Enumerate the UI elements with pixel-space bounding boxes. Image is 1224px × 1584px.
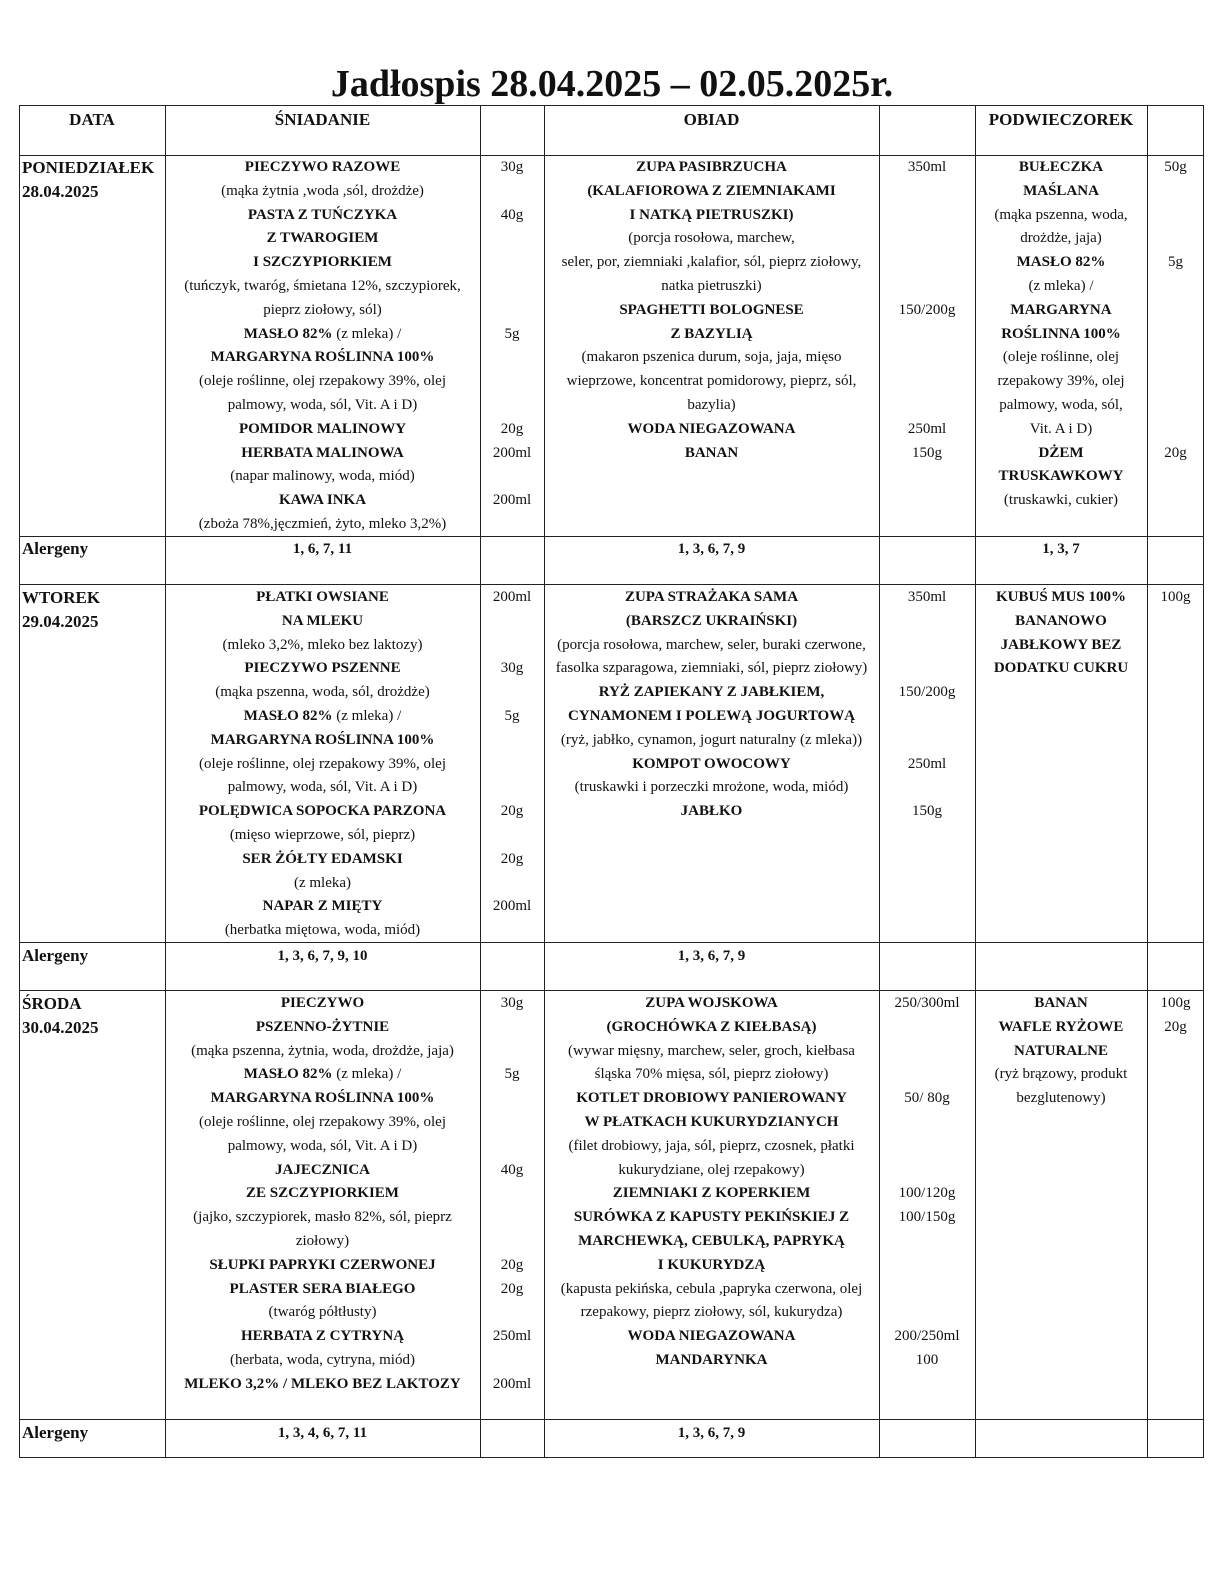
portion-size: 200/250ml: [894, 1328, 960, 1345]
allergens-label: Alergeny: [22, 946, 89, 965]
snack-menu-line: [975, 346, 1147, 370]
lunch-menu-line: [544, 1111, 879, 1135]
breakfast-menu-line: [165, 1254, 480, 1278]
dish-name: PASTA Z TUŃCZYKA: [247, 206, 398, 223]
dish-name: MARCHEWKĄ, CEBULKĄ, PAPRYKĄ: [578, 1233, 845, 1249]
ingredients-text: bezglutenowy): [1016, 1090, 1106, 1107]
breakfast-menu-line: [165, 370, 480, 394]
ingredients-text: (mąka pszenna, woda,: [994, 206, 1128, 223]
table-horizontal-line: [19, 990, 1204, 991]
breakfast-menu-line: [165, 156, 480, 180]
lunch-menu-line: [544, 992, 879, 1016]
ingredients-text: (ryż brązowy, produkt: [994, 1066, 1128, 1083]
portion-size: 150/200g: [898, 684, 956, 701]
table-horizontal-line: [19, 1419, 1204, 1420]
dish-name: SŁUPKI PAPRYKI CZERWONEJ: [209, 1256, 436, 1273]
dish-name: PIECZYWO PSZENNE: [244, 660, 401, 677]
lunch-menu-line: [544, 729, 879, 753]
ingredients-text: (porcja rosołowa, marchew, seler, buraki czerwone,: [557, 636, 866, 653]
dish-name: SER ŻÓŁTY EDAMSKI: [242, 850, 403, 867]
portion-size: 20g: [500, 1280, 524, 1297]
ingredients-text: (truskawki, cukier): [1003, 492, 1119, 509]
dish-name: W PŁATKACH KUKURYDZIANYCH: [584, 1114, 839, 1130]
portion-size: 150/200g: [898, 301, 956, 318]
ingredients-text: (tuńczyk, twaróg, śmietana 12%, szczypiorek,: [184, 278, 461, 294]
dish-name: ZIEMNIAKI Z KOPERKIEM: [612, 1185, 811, 1202]
ingredients-text: (ryż, jabłko, cynamon, jogurt naturalny (z mleka)): [560, 731, 863, 748]
snack-menu-line: [975, 1040, 1147, 1064]
breakfast-menu-line: [165, 586, 480, 610]
day-date: 30.04.2025: [22, 1018, 99, 1037]
lunch-menu-line: [544, 442, 879, 466]
dish-name: KOTLET DROBIOWY PANIEROWANY: [576, 1090, 847, 1107]
breakfast-menu-line: [165, 513, 480, 537]
ingredients-text: rzepakowy, pieprz ziołowy, sól, kukurydza): [580, 1304, 843, 1321]
portion-size: 30g: [500, 159, 524, 175]
dish-name: PŁATKI OWSIANE: [256, 589, 389, 605]
portion-size: 100g: [1160, 589, 1191, 605]
ingredients-text: kukurydziane, olej rzepakowy): [618, 1161, 805, 1178]
portion-size: 40g: [500, 206, 524, 223]
dish-name: MARGARYNA ROŚLINNA 100%: [210, 731, 435, 748]
ingredients-text: (mięso wieprzowe, sól, pieprz): [229, 827, 416, 843]
breakfast-menu-line: [165, 1111, 480, 1135]
portion-size: 100g: [1160, 995, 1191, 1011]
dish-name: MANDARYNKA: [655, 1352, 768, 1368]
lunch-menu-line: [544, 1040, 879, 1064]
dish-name: ZUPA WOJSKOWA: [645, 995, 778, 1011]
portion-size: 200ml: [492, 444, 532, 461]
breakfast-menu-line: [165, 895, 480, 919]
ingredients-text: (z mleka) /: [332, 708, 402, 724]
ingredients-text: (oleje roślinne, olej rzepakowy 39%, olej: [198, 755, 446, 772]
dish-name: KAWA INKA: [278, 492, 367, 509]
dish-name: I NATKĄ PIETRUSZKI): [629, 206, 794, 223]
dish-name: Z TWAROGIEM: [266, 230, 379, 247]
ingredients-text: (mąka pszenna, woda, sól, drożdże): [215, 684, 430, 701]
dish-name: BANAN: [1034, 995, 1088, 1011]
snack-menu-line: [975, 489, 1147, 513]
breakfast-menu-line: [165, 800, 480, 824]
snack-menu-line: [975, 323, 1147, 347]
lunch-menu-line: [544, 681, 879, 705]
portion-size: 5g: [1168, 254, 1183, 271]
snack-menu-line: [975, 610, 1147, 634]
portion-size: 50g: [1164, 159, 1187, 175]
lunch-menu-line: [544, 418, 879, 442]
snack-menu-line: [975, 586, 1147, 610]
ingredients-text: (z mleka) /: [332, 1066, 402, 1083]
dish-name: MARGARYNA ROŚLINNA 100%: [210, 1090, 435, 1107]
dish-name: DŻEM: [1038, 444, 1084, 461]
breakfast-menu-line: [165, 919, 480, 943]
breakfast-menu-line: [165, 1063, 480, 1087]
breakfast-menu-line: [165, 634, 480, 658]
lunch-menu-line: [544, 657, 879, 681]
dish-name: WODA NIEGAZOWANA: [627, 1328, 796, 1345]
dish-name: WODA NIEGAZOWANA: [627, 420, 796, 437]
breakfast-menu-line: [165, 1206, 480, 1230]
ingredients-text: (mąka pszenna, żytnia, woda, drożdże, jaja): [191, 1042, 454, 1059]
table-vertical-line: [1203, 105, 1204, 1458]
breakfast-menu-line: [165, 465, 480, 489]
ingredients-text: (oleje roślinne, olej rzepakowy 39%, olej: [198, 1114, 446, 1130]
lunch-menu-line: [544, 1325, 879, 1349]
dish-name: MASŁO 82%: [1016, 254, 1106, 271]
dish-name: TRUSKAWKOWY: [998, 468, 1124, 485]
dish-name: (BARSZCZ UKRAIŃSKI): [625, 612, 798, 629]
ingredients-text: fasolka szparagowa, ziemniaki, sól, pieprz ziołowy): [555, 660, 868, 677]
breakfast-menu-line: [165, 346, 480, 370]
dish-name: JABŁKO: [680, 803, 743, 820]
ingredients-text: (z mleka) /: [1028, 278, 1094, 294]
dish-name: ROŚLINNA 100%: [1001, 325, 1121, 342]
portion-size: 200ml: [492, 589, 532, 605]
breakfast-menu-line: [165, 1278, 480, 1302]
breakfast-menu-line: [165, 394, 480, 418]
ingredients-text: (kapusta pekińska, cebula ,papryka czerwona, olej: [560, 1280, 863, 1297]
dish-name: KOMPOT OWOCOWY: [632, 755, 791, 772]
breakfast-menu-line: [165, 753, 480, 777]
ingredients-text: (truskawki i porzeczki mrożone, woda, miód): [574, 779, 849, 796]
portion-size: 150g: [912, 444, 942, 461]
portion-size: 250ml: [907, 755, 947, 772]
lunch-menu-line: [544, 1278, 879, 1302]
breakfast-menu-line: [165, 1230, 480, 1254]
portion-size: 20g: [500, 420, 524, 437]
breakfast-menu-line: [165, 992, 480, 1016]
breakfast-menu-line: [165, 1087, 480, 1111]
dish-name: Z BAZYLIĄ: [670, 325, 753, 342]
ingredients-text: palmowy, woda, sól, Vit. A i D): [227, 397, 418, 413]
lunch-menu-line: [544, 1254, 879, 1278]
ingredients-text: (filet drobiowy, jaja, sól, pieprz, czosnek, płatki: [568, 1137, 855, 1154]
header-date: DATA: [69, 110, 115, 129]
lunch-menu-line: [544, 705, 879, 729]
page-title: Jadłospis 28.04.2025 – 02.05.2025r.: [330, 63, 894, 105]
snack-menu-line: [975, 992, 1147, 1016]
breakfast-menu-line: [165, 1016, 480, 1040]
breakfast-menu-line: [165, 227, 480, 251]
dish-name: (KALAFIOROWA Z ZIEMNIAKAMI: [587, 182, 836, 199]
breakfast-menu-line: [165, 299, 480, 323]
breakfast-menu-line: [165, 323, 480, 347]
breakfast-menu-line: [165, 1040, 480, 1064]
lunch-menu-line: [544, 180, 879, 204]
ingredients-text: (z mleka) /: [332, 325, 402, 342]
breakfast-menu-line: [165, 251, 480, 275]
dish-name: NAPAR Z MIĘTY: [262, 898, 383, 915]
header-breakfast: ŚNIADANIE: [274, 110, 371, 129]
dish-name: I SZCZYPIORKIEM: [253, 254, 392, 271]
snack-menu-line: [975, 275, 1147, 299]
dish-name: BANANOWO: [1015, 612, 1107, 629]
breakfast-menu-line: [165, 1325, 480, 1349]
dish-name: MARGARYNA: [1010, 301, 1112, 318]
lunch-menu-line: [544, 1301, 879, 1325]
portion-size: 5g: [504, 1066, 520, 1083]
allergens-lunch: 1, 3, 6, 7, 9: [677, 541, 746, 557]
snack-menu-line: [975, 251, 1147, 275]
dish-name: MAŚLANA: [1023, 182, 1099, 199]
lunch-menu-line: [544, 251, 879, 275]
dish-name: BUŁECZKA: [1018, 159, 1104, 175]
allergens-lunch: 1, 3, 6, 7, 9: [677, 948, 746, 964]
table-horizontal-line: [19, 584, 1204, 585]
portion-size: 350ml: [907, 159, 947, 175]
lunch-menu-line: [544, 370, 879, 394]
dish-name: NA MLEKU: [281, 612, 364, 629]
portion-size: 30g: [500, 995, 524, 1011]
dish-name: CYNAMONEM I POLEWĄ JOGURTOWĄ: [567, 708, 856, 724]
lunch-menu-line: [544, 323, 879, 347]
lunch-menu-line: [544, 299, 879, 323]
lunch-menu-line: [544, 346, 879, 370]
portion-size: 100/150g: [898, 1209, 956, 1226]
breakfast-menu-line: [165, 1349, 480, 1373]
snack-menu-line: [975, 634, 1147, 658]
ingredients-text: ziołowy): [295, 1233, 350, 1249]
breakfast-menu-line: [165, 1373, 480, 1397]
ingredients-text: (herbata, woda, cytryna, miód): [230, 1352, 415, 1368]
ingredients-text: (zboża 78%,jęczmień, żyto, mleko 3,2%): [198, 516, 447, 532]
ingredients-text: (oleje roślinne, olej rzepakowy 39%, olej: [198, 373, 446, 390]
breakfast-menu-line: [165, 418, 480, 442]
dish-name: SURÓWKA Z KAPUSTY PEKIŃSKIEJ Z: [573, 1209, 850, 1226]
day-date: 29.04.2025: [22, 612, 99, 631]
day-date: 28.04.2025: [22, 182, 99, 201]
lunch-menu-line: [544, 1230, 879, 1254]
ingredients-text: (mleko 3,2%, mleko bez laktozy): [222, 636, 423, 653]
snack-menu-line: [975, 299, 1147, 323]
dish-name: JABŁKOWY BEZ: [1000, 636, 1122, 653]
dish-name: (GROCHÓWKA Z KIEŁBASĄ): [606, 1018, 817, 1035]
dish-name: MASŁO 82%: [243, 1066, 333, 1083]
snack-menu-line: [975, 1087, 1147, 1111]
lunch-menu-line: [544, 1087, 879, 1111]
ingredients-text: Vit. A i D): [1029, 420, 1093, 437]
dish-name: MARGARYNA ROŚLINNA 100%: [210, 349, 435, 366]
lunch-menu-line: [544, 1063, 879, 1087]
snack-menu-line: [975, 442, 1147, 466]
breakfast-menu-line: [165, 681, 480, 705]
day-name: WTOREK: [22, 588, 101, 607]
portion-size: 50/ 80g: [904, 1090, 950, 1107]
dish-name: MLEKO 3,2% / MLEKO BEZ LAKTOZY: [184, 1375, 461, 1392]
breakfast-menu-line: [165, 489, 480, 513]
dish-name: ZUPA STRAŻAKA SAMA: [624, 589, 799, 605]
breakfast-menu-line: [165, 848, 480, 872]
portion-size: 200ml: [492, 492, 532, 509]
dish-name: PIECZYWO: [280, 995, 365, 1011]
portion-size: 30g: [500, 660, 524, 677]
lunch-menu-line: [544, 275, 879, 299]
allergens-label: Alergeny: [22, 1423, 89, 1442]
menu-table: [19, 105, 1204, 1458]
ingredients-text: (napar malinowy, woda, miód): [230, 468, 415, 485]
portion-size: 150g: [912, 803, 942, 820]
portion-size: 200ml: [492, 1375, 532, 1392]
lunch-menu-line: [544, 1135, 879, 1159]
snack-menu-line: [975, 1016, 1147, 1040]
dish-name: POLĘDWICA SOPOCKA PARZONA: [198, 803, 447, 820]
breakfast-menu-line: [165, 729, 480, 753]
ingredients-text: (twaróg półtłusty): [268, 1304, 377, 1321]
ingredients-text: natka pietruszki): [661, 278, 762, 294]
breakfast-menu-line: [165, 442, 480, 466]
dish-name: JAJECZNICA: [274, 1161, 370, 1178]
snack-menu-line: [975, 465, 1147, 489]
lunch-menu-line: [544, 1182, 879, 1206]
dish-name: PIECZYWO RAZOWE: [244, 159, 401, 175]
lunch-menu-line: [544, 227, 879, 251]
portion-size: 200ml: [492, 898, 532, 915]
snack-menu-line: [975, 394, 1147, 418]
allergens-label: Alergeny: [22, 539, 89, 558]
breakfast-menu-line: [165, 180, 480, 204]
breakfast-menu-line: [165, 1135, 480, 1159]
lunch-menu-line: [544, 586, 879, 610]
breakfast-menu-line: [165, 824, 480, 848]
ingredients-text: rzepakowy 39%, olej: [997, 373, 1125, 390]
dish-name: RYŻ ZAPIEKANY Z JABŁKIEM,: [598, 684, 825, 701]
allergens-breakfast: 1, 3, 4, 6, 7, 11: [277, 1425, 368, 1441]
ingredients-text: (porcja rosołowa, marchew,: [628, 230, 795, 247]
ingredients-text: pieprz ziołowy, sól): [263, 301, 382, 318]
portion-size: 250ml: [492, 1328, 532, 1345]
breakfast-menu-line: [165, 204, 480, 228]
lunch-menu-line: [544, 776, 879, 800]
dish-name: DODATKU CUKRU: [993, 660, 1129, 677]
breakfast-menu-line: [165, 657, 480, 681]
lunch-menu-line: [544, 1349, 879, 1373]
snack-menu-line: [975, 204, 1147, 228]
lunch-menu-line: [544, 394, 879, 418]
allergens-breakfast: 1, 6, 7, 11: [292, 541, 353, 557]
snack-menu-line: [975, 418, 1147, 442]
ingredients-text: drożdże, jaja): [1020, 230, 1102, 247]
portion-size: 5g: [504, 708, 520, 724]
breakfast-menu-line: [165, 1301, 480, 1325]
ingredients-text: wieprzowe, koncentrat pomidorowy, pieprz, sól,: [566, 373, 857, 390]
dish-name: PSZENNO-ŻYTNIE: [255, 1018, 390, 1035]
dish-name: HERBATA Z CYTRYNĄ: [240, 1328, 405, 1345]
ingredients-text: palmowy, woda, sól, Vit. A i D): [227, 1137, 418, 1154]
portion-size: 250/300ml: [894, 995, 960, 1011]
dish-name: ZE SZCZYPIORKIEM: [246, 1185, 399, 1202]
portion-size: 350ml: [907, 589, 947, 605]
allergens-snack: 1, 3, 7: [1042, 541, 1080, 557]
portion-size: 100/120g: [898, 1185, 956, 1202]
snack-menu-line: [975, 180, 1147, 204]
snack-menu-line: [975, 1063, 1147, 1087]
portion-size: 20g: [500, 803, 524, 820]
portion-size: 40g: [500, 1161, 524, 1178]
dish-name: WAFLE RYŻOWE: [998, 1018, 1124, 1035]
ingredients-text: (z mleka): [293, 874, 352, 891]
lunch-menu-line: [544, 1016, 879, 1040]
ingredients-text: (herbatka miętowa, woda, miód): [224, 922, 421, 939]
portion-size: 100: [915, 1352, 939, 1368]
snack-menu-line: [975, 370, 1147, 394]
snack-menu-line: [975, 227, 1147, 251]
dish-name: HERBATA MALINOWA: [241, 444, 404, 461]
header-snack: PODWIECZOREK: [988, 110, 1134, 129]
ingredients-text: (wywar mięsny, marchew, seler, groch, kiełbasa: [568, 1042, 855, 1059]
breakfast-menu-line: [165, 1159, 480, 1183]
dish-name: BANAN: [684, 444, 739, 461]
portion-size: 20g: [1164, 1018, 1187, 1035]
dish-name: ZUPA PASIBRZUCHA: [636, 159, 787, 175]
snack-menu-line: [975, 156, 1147, 180]
dish-name: MASŁO 82%: [243, 708, 333, 724]
allergens-breakfast: 1, 3, 6, 7, 9, 10: [277, 948, 368, 964]
lunch-menu-line: [544, 1206, 879, 1230]
ingredients-text: palmowy, woda, sól,: [999, 397, 1123, 413]
table-horizontal-line: [19, 1457, 1204, 1458]
dish-name: PLASTER SERA BIAŁEGO: [229, 1280, 416, 1297]
ingredients-text: (jajko, szczypiorek, masło 82%, sól, pieprz: [193, 1209, 452, 1226]
lunch-menu-line: [544, 800, 879, 824]
dish-name: I KUKURYDZĄ: [657, 1256, 766, 1273]
portion-size: 5g: [504, 325, 520, 342]
lunch-menu-line: [544, 610, 879, 634]
ingredients-text: seler, por, ziemniaki ,kalafior, sól, pieprz ziołowy,: [561, 254, 862, 271]
breakfast-menu-line: [165, 776, 480, 800]
lunch-menu-line: [544, 204, 879, 228]
table-vertical-line: [1147, 105, 1148, 1458]
lunch-menu-line: [544, 634, 879, 658]
portion-size: 20g: [1164, 444, 1187, 461]
breakfast-menu-line: [165, 872, 480, 896]
ingredients-text: palmowy, woda, sól, Vit. A i D): [227, 779, 418, 796]
breakfast-menu-line: [165, 1182, 480, 1206]
dish-name: KUBUŚ MUS 100%: [995, 589, 1126, 605]
lunch-menu-line: [544, 156, 879, 180]
ingredients-text: (makaron pszenica durum, soja, jaja, mięso: [581, 349, 842, 366]
table-horizontal-line: [19, 105, 1204, 106]
breakfast-menu-line: [165, 610, 480, 634]
allergens-lunch: 1, 3, 6, 7, 9: [677, 1425, 746, 1441]
lunch-menu-line: [544, 1159, 879, 1183]
ingredients-text: (mąka żytnia ,woda ,sól, drożdże): [221, 182, 424, 199]
dish-name: NATURALNE: [1014, 1042, 1108, 1059]
ingredients-text: bazylia): [687, 397, 736, 413]
ingredients-text: śląska 70% mięsa, sól, pieprz ziołowy): [594, 1066, 829, 1083]
header-lunch: OBIAD: [683, 110, 740, 129]
snack-menu-line: [975, 657, 1147, 681]
portion-size: 250ml: [907, 420, 947, 437]
dish-name: MASŁO 82%: [243, 325, 333, 342]
portion-size: 20g: [500, 1256, 524, 1273]
lunch-menu-line: [544, 753, 879, 777]
dish-name: POMIDOR MALINOWY: [238, 420, 407, 437]
day-name: PONIEDZIAŁEK: [22, 158, 155, 177]
portion-size: 20g: [500, 850, 524, 867]
day-name: ŚRODA: [22, 994, 82, 1013]
table-vertical-line: [19, 105, 20, 1458]
breakfast-menu-line: [165, 275, 480, 299]
ingredients-text: (oleje roślinne, olej: [1002, 349, 1120, 366]
dish-name: SPAGHETTI BOLOGNESE: [619, 301, 804, 318]
breakfast-menu-line: [165, 705, 480, 729]
